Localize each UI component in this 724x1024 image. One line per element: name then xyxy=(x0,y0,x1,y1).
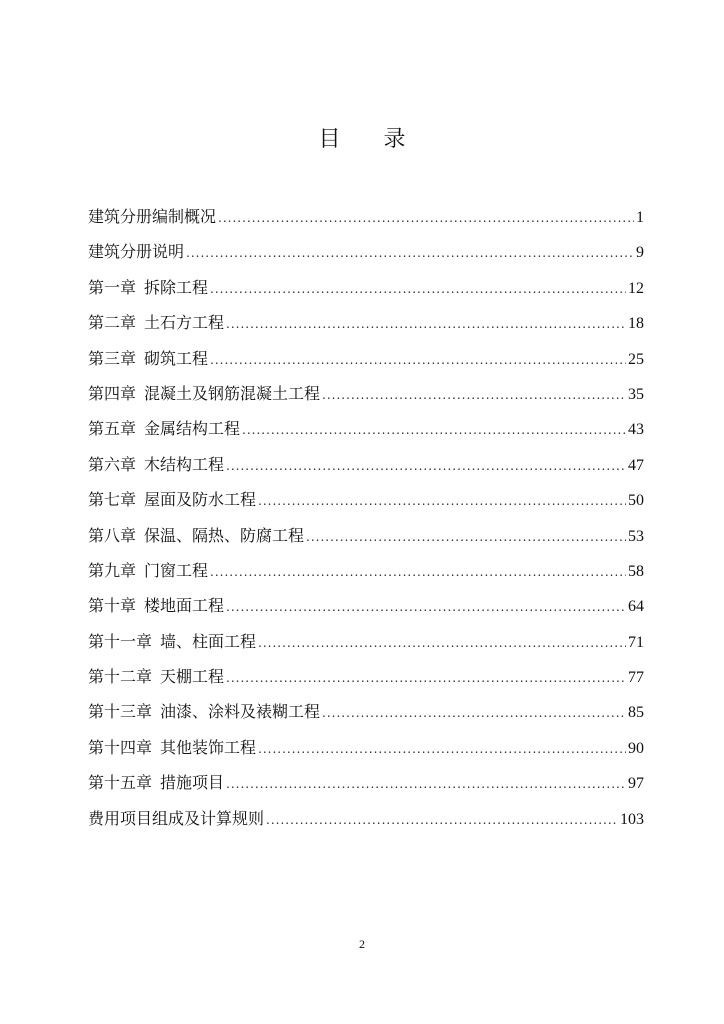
toc-entry-label xyxy=(88,275,208,298)
toc-entry-title: 屋面及防水工程 xyxy=(144,490,257,510)
toc-dot-leader xyxy=(266,813,618,827)
toc-entry-title: 其他装饰工程 xyxy=(160,737,257,757)
toc-entry-chapter: 第四章 xyxy=(88,383,137,403)
toc-entry-page: 12 xyxy=(628,279,644,297)
toc-entry[interactable] xyxy=(88,487,644,522)
toc-entry-label xyxy=(88,806,264,829)
toc-entry-label xyxy=(88,310,224,333)
toc-entry-page: 85 xyxy=(628,704,644,722)
toc-entry-page: 71 xyxy=(628,633,644,651)
toc-entry-page: 1 xyxy=(636,209,644,226)
toc-entry-label xyxy=(88,381,320,404)
toc-entry-page: 77 xyxy=(628,669,644,687)
toc-entry[interactable] xyxy=(88,310,644,345)
toc-entry-title: 油漆、涂料及裱糊工程 xyxy=(160,702,321,722)
toc-entry-label xyxy=(88,629,256,652)
toc-entry-title: 楼地面工程 xyxy=(144,596,225,616)
toc-entry-title: 天棚工程 xyxy=(160,667,225,687)
toc-entry-title: 木结构工程 xyxy=(144,454,225,474)
toc-entry-label xyxy=(88,699,320,722)
toc-entry-label xyxy=(88,452,224,475)
toc-entry-page: 43 xyxy=(628,421,644,439)
toc-entry-chapter: 第十二章 xyxy=(88,667,153,687)
toc-entry-page: 58 xyxy=(628,562,644,580)
toc-entry-title: 拆除工程 xyxy=(144,277,209,297)
toc-dot-leader xyxy=(242,423,626,437)
toc-dot-leader xyxy=(226,600,626,614)
toc-dot-leader xyxy=(210,353,626,367)
page-number: 2 xyxy=(359,937,365,951)
toc-entry-page: 53 xyxy=(628,527,644,545)
toc-entry-title: 混凝土及钢筋混凝土工程 xyxy=(144,383,321,403)
toc-dot-leader xyxy=(186,246,634,260)
toc-entry[interactable] xyxy=(88,699,644,734)
toc-entry[interactable] xyxy=(88,239,644,274)
toc-entry-title: 建筑分册说明 xyxy=(88,242,185,262)
toc-entry[interactable] xyxy=(88,558,644,593)
toc-dot-leader xyxy=(210,565,626,579)
toc-entry-page: 103 xyxy=(620,810,644,828)
toc-dot-leader xyxy=(258,636,626,650)
toc-entry[interactable] xyxy=(88,523,644,558)
toc-entry-chapter: 第十一章 xyxy=(88,631,153,651)
toc-entry-page: 9 xyxy=(636,244,644,262)
toc-dot-leader xyxy=(322,706,626,720)
toc-entry-chapter: 第三章 xyxy=(88,348,137,368)
toc-dot-leader xyxy=(258,494,626,508)
toc-entry-chapter: 第十五章 xyxy=(88,773,153,793)
toc-entry[interactable] xyxy=(88,204,644,239)
toc-entry-page: 90 xyxy=(628,739,644,757)
toc-entry-label xyxy=(88,735,256,758)
toc-entry-label xyxy=(88,664,224,687)
toc-dot-leader xyxy=(226,671,626,685)
toc-entry-label xyxy=(88,346,208,369)
toc-entry[interactable] xyxy=(88,806,644,841)
toc-entry-label xyxy=(88,523,304,546)
toc-entry-chapter: 第七章 xyxy=(88,490,137,510)
toc-entry-label xyxy=(88,204,216,227)
toc-entry[interactable] xyxy=(88,416,644,451)
toc-entry-title: 土石方工程 xyxy=(144,313,225,333)
toc-entry-chapter: 第十章 xyxy=(88,596,137,616)
toc-entry-title: 保温、隔热、防腐工程 xyxy=(144,525,305,545)
toc-entry-label xyxy=(88,770,224,793)
toc-entry-title: 措施项目 xyxy=(160,773,225,793)
toc-entry-page: 97 xyxy=(628,775,644,793)
toc-dot-leader xyxy=(226,459,626,473)
toc-entry-page: 25 xyxy=(628,350,644,368)
toc-entry[interactable] xyxy=(88,770,644,805)
toc-entry-title: 金属结构工程 xyxy=(144,419,241,439)
toc-entry-title: 门窗工程 xyxy=(144,560,209,580)
page-title: 目 录 xyxy=(318,127,424,152)
toc-entry-label xyxy=(88,487,256,510)
toc-entry[interactable] xyxy=(88,593,644,628)
toc-dot-leader xyxy=(226,777,626,791)
toc-entry-chapter: 第一章 xyxy=(88,277,137,297)
toc-dot-leader xyxy=(258,742,626,756)
toc-entry[interactable] xyxy=(88,629,644,664)
toc-entry-chapter: 第二章 xyxy=(88,313,137,333)
toc-entry-title: 建筑分册编制概况 xyxy=(88,207,217,226)
toc-entry-page: 18 xyxy=(628,315,644,333)
toc-entry-label xyxy=(88,239,184,262)
toc-entry-title: 费用项目组成及计算规则 xyxy=(88,808,265,828)
toc-entry-page: 47 xyxy=(628,456,644,474)
toc-entry-chapter: 第十四章 xyxy=(88,737,153,757)
toc-dot-leader xyxy=(306,530,626,544)
toc-entry-chapter: 第五章 xyxy=(88,419,137,439)
toc-entry[interactable] xyxy=(88,381,644,416)
toc-entry-chapter: 第十三章 xyxy=(88,702,153,722)
toc-dot-leader xyxy=(322,388,626,402)
toc-entry-page: 64 xyxy=(628,598,644,616)
table-of-contents xyxy=(88,204,644,841)
toc-entry-label xyxy=(88,593,224,616)
toc-dot-leader xyxy=(218,211,634,225)
toc-entry[interactable] xyxy=(88,275,644,310)
toc-entry[interactable] xyxy=(88,735,644,770)
toc-entry-chapter: 第八章 xyxy=(88,525,137,545)
toc-entry[interactable] xyxy=(88,452,644,487)
toc-dot-leader xyxy=(210,282,626,296)
toc-entry-chapter: 第九章 xyxy=(88,560,137,580)
toc-entry-label xyxy=(88,558,208,581)
toc-entry-label xyxy=(88,416,240,439)
toc-entry-chapter: 第六章 xyxy=(88,454,137,474)
toc-entry[interactable] xyxy=(88,346,644,381)
toc-entry-page: 35 xyxy=(628,385,644,403)
toc-entry-page: 50 xyxy=(628,492,644,510)
toc-entry[interactable] xyxy=(88,664,644,699)
toc-entry-title: 墙、柱面工程 xyxy=(160,631,257,651)
toc-entry-title: 砌筑工程 xyxy=(144,348,209,368)
toc-dot-leader xyxy=(226,317,626,331)
